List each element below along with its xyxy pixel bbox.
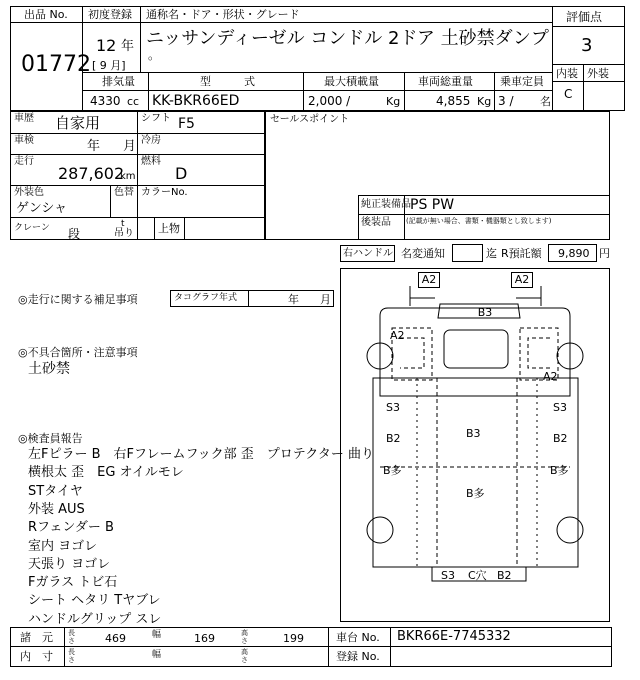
capacity-value: 3 / (498, 94, 514, 108)
score-label: 評価点 (566, 10, 603, 24)
tag-cab-left: A2 (390, 329, 405, 342)
inspector-line: 外装 AUS (28, 501, 85, 517)
gross-weight-value: 4,855 (436, 94, 471, 108)
crane-label: クレーン (14, 223, 50, 233)
fuel-label: 燃料 (141, 156, 161, 167)
interior-label: 内装 (556, 67, 578, 80)
height-label: 高さ (241, 629, 248, 645)
vehicle-name: ニッサンディーゼル コンドル 2ドア 土砂禁ダンプ (146, 28, 549, 49)
crane-t: t (121, 219, 125, 229)
gross-weight-label: 車両総重量 (418, 75, 473, 88)
height-value: 199 (283, 632, 304, 645)
tag-rear-c: C穴 (468, 569, 487, 582)
tag-left-b2: B2 (386, 432, 401, 445)
tag-cab-right: A2 (543, 370, 558, 383)
defect-text: 土砂禁 (28, 361, 70, 377)
tag-cab-top: B3 (477, 306, 493, 319)
gross-weight-unit: Kg (477, 95, 492, 108)
length-label: 長さ (68, 629, 75, 645)
footer-section (10, 627, 612, 667)
tag-rear-s3: S3 (441, 569, 455, 582)
reg-year-unit: 年 (121, 39, 135, 54)
mileage-label: 走行 (14, 156, 34, 167)
capacity-label: 乗車定員 (500, 75, 544, 88)
tag-right-s3: S3 (553, 401, 567, 414)
tag-top-left: A2 (418, 272, 440, 288)
inspector-line: 天張り ヨゴレ (28, 556, 111, 572)
mileage-value: 287,602 (58, 164, 125, 183)
width-label: 幅 (152, 630, 162, 640)
inspector-line: 横根太 歪 EG オイルモレ (28, 465, 184, 481)
width-value: 169 (194, 632, 215, 645)
tag-left-bm: B多 (383, 464, 402, 477)
displacement-unit: cc (127, 95, 140, 108)
tag-right-bm: B多 (550, 464, 569, 477)
r-amount: 9,890 (558, 247, 590, 260)
color-value: ゲンシャ (16, 201, 68, 216)
inspector-line: シート ヘタリ Tヤブレ (28, 593, 161, 609)
interior-grade: C (564, 87, 573, 101)
sales-point-label: セールスポイント (270, 114, 350, 125)
inspection-month-unit: 月 (123, 139, 137, 154)
upper-label: 上物 (158, 222, 180, 235)
score-value: 3 (581, 35, 593, 56)
max-load-value: 2,000 / (308, 94, 351, 108)
right-hand-label: 右ハンドル (343, 248, 393, 259)
history-value: 自家用 (55, 114, 101, 132)
tag-right-b2: B2 (553, 432, 568, 445)
inspector-line: Fガラス トビ石 (28, 575, 118, 591)
crane-stage-unit: 段 (68, 227, 81, 241)
lot-number: 01772 (21, 52, 91, 77)
inspection-label: 車検 (14, 135, 34, 146)
inspector-line: ハンドルグリップ スレ (28, 611, 162, 627)
max-load-unit: Kg (386, 95, 401, 108)
tag-bed-top: B3 (466, 427, 481, 440)
tachograph-month-unit: 月 (320, 293, 331, 306)
first-reg-label: 初度登録 (88, 8, 132, 21)
tag-bed-bottom: B多 (466, 487, 485, 500)
inspection-year-unit: 年 (87, 139, 101, 154)
shift-label: シフト (141, 113, 171, 124)
r-list-label: R預託額 (501, 247, 542, 260)
reg-month: [ 9 月] (92, 59, 126, 72)
capacity-unit: 名 (540, 95, 551, 108)
tag-left-s3: S3 (386, 401, 400, 414)
mileage-unit: km (120, 171, 136, 182)
inspector-line: Rフェンダー B (28, 520, 114, 536)
tag-top-right: A2 (511, 272, 533, 288)
name-label: 通称名・ドア・形状・グレード (146, 8, 300, 21)
model-value: KK-BKR66ED (152, 93, 240, 109)
equipment-label: 純正装備品 (361, 199, 411, 210)
yen-unit: 円 (599, 247, 610, 260)
color-no-label: 色替 (114, 187, 134, 198)
displacement-value: 4330 (90, 94, 121, 108)
registration-label: 登録 No. (336, 650, 380, 663)
driving-title: ◎走行に関する補足事項 (18, 293, 138, 306)
aircon-label: 冷房 (141, 135, 161, 146)
reg-year: 12 (96, 36, 117, 55)
color-no-sub: カラーNo. (141, 187, 188, 198)
chassis-value: BKR66E-7745332 (397, 629, 511, 644)
model-label: 型 式 (200, 75, 255, 88)
exterior-label: 外装 (587, 67, 609, 80)
dims-label: 諸 元 (20, 631, 53, 644)
aftermarket-label: 後装品 (361, 217, 391, 228)
defect-title: ◎不具合箇所・注意事項 (18, 346, 138, 359)
crane-lift: 吊り (114, 228, 134, 239)
inspector-line: STタイヤ (28, 483, 83, 499)
tag-rear-b2: B2 (497, 569, 512, 582)
length-value: 469 (105, 632, 126, 645)
color-label: 外装色 (14, 187, 44, 198)
remark-char: 迄 (486, 247, 497, 260)
inspector-line: 左Fピラー B 右Fフレームフック部 歪 プロテクター 曲り (28, 447, 375, 462)
lot-label: 出品 No. (24, 8, 68, 21)
tachograph-year-unit: 年 (288, 293, 299, 306)
aftermarket-note: (記載が無い場合、書類・機器類とし致します) (406, 217, 552, 225)
mileage-change-label: 名変通知 (401, 247, 445, 260)
shift-value: F5 (178, 116, 195, 132)
interior-dims-label: 内 寸 (20, 650, 53, 663)
tachograph-label: タコグラフ年式 (174, 293, 238, 303)
inspector-line: 室内 ヨゴレ (28, 538, 98, 554)
fuel-value: D (175, 164, 188, 183)
mileage-change-box (452, 244, 483, 262)
chassis-label: 車台 No. (336, 631, 380, 644)
inspector-title: ◎検査員報告 (18, 432, 83, 445)
history-label: 車歴 (14, 113, 34, 124)
equipment-value: PS PW (410, 197, 455, 213)
displacement-label: 排気量 (102, 75, 135, 88)
max-load-label: 最大積載量 (324, 75, 379, 88)
